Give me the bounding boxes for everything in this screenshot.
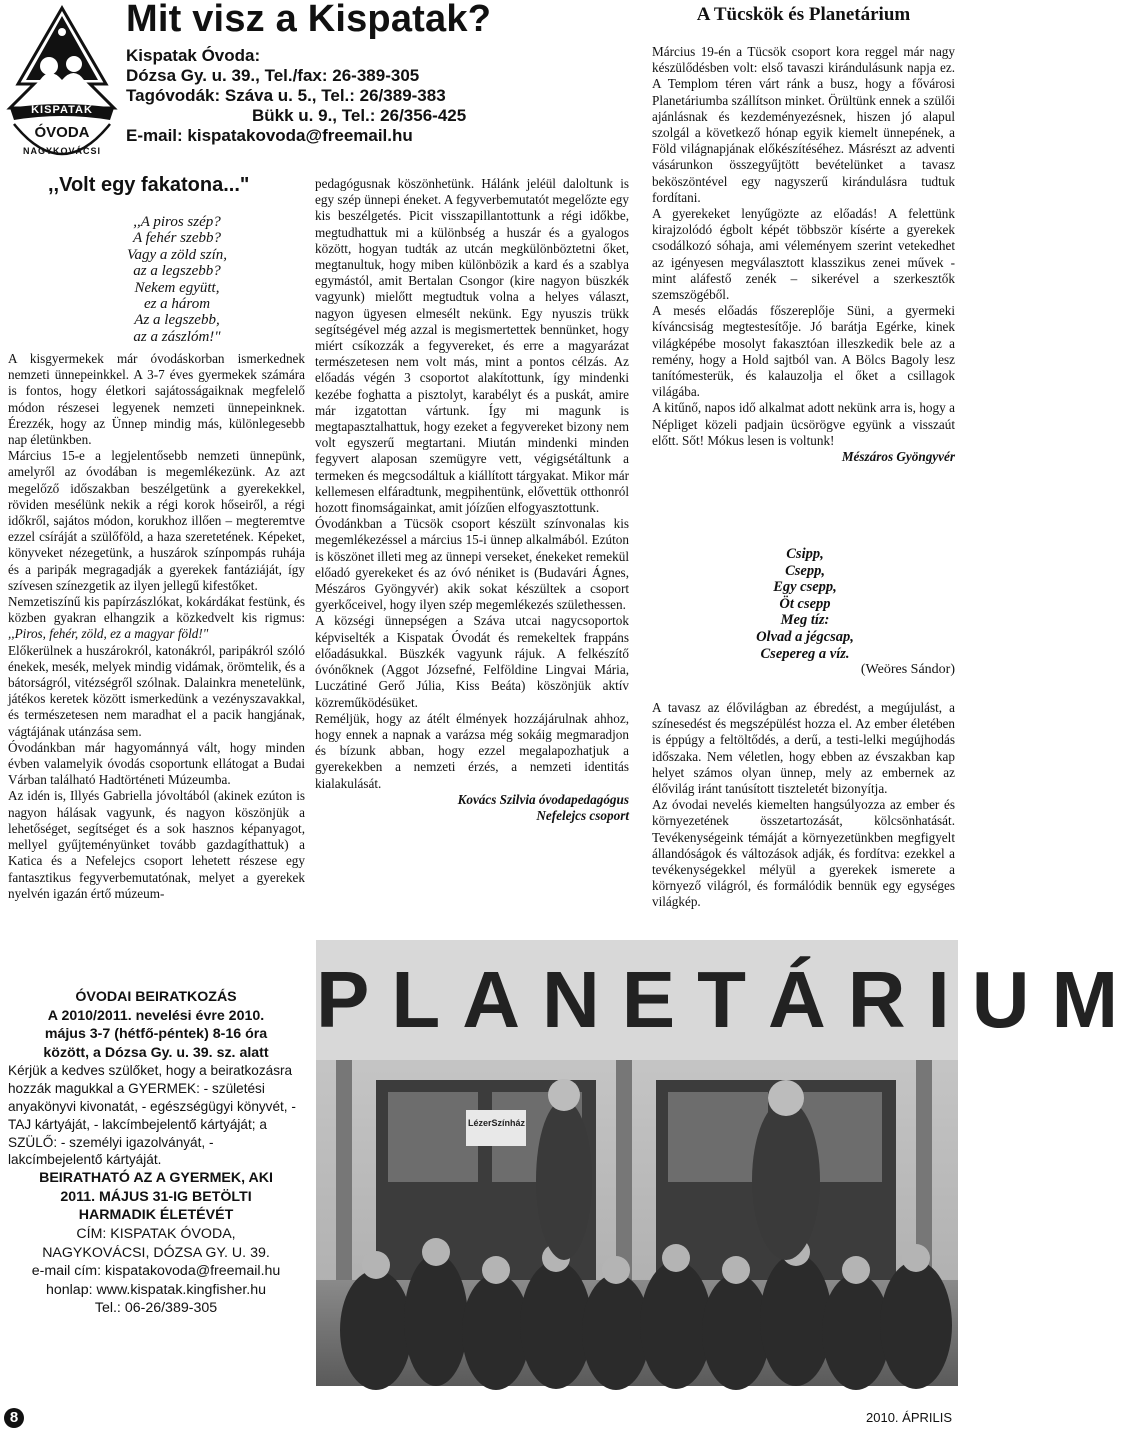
masthead-address (126, 46, 466, 146)
paragraph: Az óvodai nevelés kiemelten hangsúlyozza az ember és környezetének összetartozását, kölcsönhatását. Tevékenységeink témáját a környezetünkben megfigyelt állandóságok és változások adják, és fordítva: ezekkel a tevékenységekkel mélyül a gyerekek ismerete a környező világról, és formálódik bennük egy egységes világkép. (652, 797, 955, 910)
kindergarten-logo (4, 4, 120, 174)
article-title: A Tücskök és Planetárium (696, 4, 911, 25)
address-line: Dózsa Gy. u. 39., Tel./fax: 26-389-305 (126, 66, 420, 85)
address-line: Tagóvodák: Száva u. 5., Tel.: 26/389-383 (126, 86, 446, 105)
paragraph: A kisgyermekek már óvodáskorban ismerkednek nemzeti ünnepeinkkel. A 3-7 éves gyermekek számára is fontos, hogy életkori sajátosságaiknak megfelelő módon részesei legyenek nemzeti ünnepeinknek. Érezzék, hogy az Ünnep mindig más, különlegesebb nap életünkben. (8, 351, 305, 448)
article-column-3-continued (652, 700, 955, 911)
paragraph: Március 19-én a Tücsök csoport kora reggel már nagy készülődésben volt: első tavaszi kirándulásunk napja ez. A Templom téren várt ránk a busz, hogy a fővárosi Planetáriumba szállítson minket. Örültünk ennek a szülői ajánlásnak és kezdeményezésnek, hiszen jó alapul szolgál a következő hónap egyik kiemelt ünnepének, a Föld világnapjának előkészítéséhez. Másrészt az adventi vásárunkon összegyűjtött bevételünket a tavasz beköszöntével egy nagyszerű kirándulásra tudtuk fordítani. (652, 44, 955, 205)
poem-author: (Weöres Sándor) (860, 662, 955, 677)
poem-line: ez a három (143, 296, 211, 313)
poem-line: Olvad a jégcsap, (756, 628, 854, 645)
contact-line: e-mail cím: kispatakovoda@freemail.hu (31, 1263, 281, 1280)
paragraph: Előkerülnek a huszárokról, katonákról, paripákról szóló énekek, mesék, melyek mindig vidámak, örömtelik, és a bátorságról, vitézségről szólnak. Dalainkra menetelünk, játékos keretek között ismerkedünk a vezényszavakkal, és természetesen nem maradhat el a pacik hangjának, vágtájának utánzása sem. (8, 642, 306, 739)
poem-line: Csipp, (786, 546, 824, 562)
contact-line: NAGYKOVÁCSI, DÓZSA GY. U. 39. (42, 1244, 270, 1261)
page-number: 8 (4, 1408, 24, 1428)
group-photo-planetarium (316, 940, 1140, 1386)
article-column-3 (652, 44, 955, 465)
rhyme-quote: ,,Piros, fehér, zöld, ez a magyar föld!" (8, 626, 209, 642)
paragraph: Óvodánkban már hagyománnyá vált, hogy minden évben valamelyik óvodás csoportunk ellátogat a Budai Várban található Hadtörténeti Múzeumba. (8, 739, 305, 788)
enrolment-eligibility: 2011. MÁJUS 31-IG BETÖLTI (60, 1188, 252, 1205)
paragraph-text: Nemzetiszínű kis papírzászlókat, kokárdákat festünk, és közben gyakran elhangzik a közkedvelt kis rigmus: (8, 594, 305, 626)
poem-line: az a legszebb? (133, 263, 221, 280)
poem-line: Egy csepp, (773, 579, 837, 596)
paragraph: A gyerekeket lenyűgözte az előadás! A felettünk kirajzolódó égbolt képét többször kísérte a gyerekek csodálkozó sóhaja, ami véleményem szerint vetekedhet az igényesen megválasztott klasszikus zenei művek - mint aláfestő zenék – sikerével a szerkesztők szemszögéből. (652, 206, 955, 303)
building-sign: PLANETÁRIUM (316, 955, 1140, 1044)
paragraph: Reméljük, hogy az átélt élmények hozzájárulnak ahhoz, hogy ennek a napnak a varázsa még sokáig megmaradjon és bízunk abban, hogy ezzel megalapozhatjuk a gyerekekben a nemzeti érzés, a nemzeti identitás kialakulását. (315, 710, 629, 791)
enrolment-heading: A 2010/2011. nevelési évre 2010. (47, 1007, 265, 1024)
enrolment-heading: ÓVODAI BEIRATKOZÁS (75, 989, 237, 1005)
poem-line: ,,A piros szép? (133, 214, 221, 230)
contact-line: honlap: www.kispatak.kingfisher.hu (45, 1281, 267, 1298)
paragraph: A mesés előadás főszereplője Süni, a gyermeki kíváncsiság megtestesítője. Jó barátja Egérke, kinek világképébe mosolyt fakasztóan illeszkedik bele az a remény, hogy a Hold sajtból van. A Bölcs Bagoly lesz tanítómesterük, és kalauzolja el őket a csillagok világába. (652, 303, 955, 400)
contact-line: Tel.: 06-26/389-305 (94, 1300, 218, 1317)
paragraph: Óvodánkban a Tücsök csoport készült színvonalas kis megemlékezéssel a március 15-i ünnep alkalmából. Ezúton is köszönet illeti meg az ünnepi verseket, énekeket remekül előadó gyerekeket és az óvó néniket is (Budavári Ágnes, Mészáros Gyöngyvér) akik sokat készültek a csoport gyerkőceivel, hogy ilyen szép megemlékezés születhessen. (315, 516, 629, 613)
article-column-2 (315, 176, 629, 824)
poem-line: Meg tíz: (780, 612, 830, 629)
poem-line: Az a legszebb, (134, 312, 220, 329)
paragraph: Március 15-e a legjelentősebb nemzeti ünnepünk, amelyről az óvodában is megemlékezünk. Az azt megelőző időszakban beszélgetünk a gyerekekkel, röviden mesélünk nekik a régi korok hőseiről, a régi időkről, sajátos módon, korukhoz illően – megteremtve ezzel csíráját a szülőföld, a haza szeretetének. Képeket, könyveket nézegetünk, a huszárok színpompás ruhája és a paripák megragadják a gyerekek fantáziáját, így szívesen színezgetik az ilyen jellegű kifestőket. (8, 448, 305, 593)
poem-line: Öt csepp (779, 595, 831, 612)
paragraph: A tavasz az élővilágban az ébredést, a megújulást, a színesedést és megszépülést hozza el. Az ember életében is éppúgy a feltöltődés, a derű, a testi-lelki megújhodás időszaka. Nem véletlen, hogy ebben az évszakban kap helyet számos olyan ünnep, mely az embernek az élővilág iránt tanúsított tiszteletét bizonyítja. (652, 700, 955, 797)
issue-date: 2010. ÁPRILIS (866, 1410, 952, 1425)
poster-text: LézerSzínház (468, 1118, 526, 1128)
address-line: Bükk u. 9., Tel.: 26/356-425 (252, 106, 467, 125)
article-column-1 (8, 351, 305, 902)
poem-line: Csepereg a víz. (760, 645, 850, 662)
paragraph: pedagógusnak köszönhetünk. Hálánk jeléül daloltunk is egy szép ünnepi éneket. A fegyverbemutatót megelőzte egy kis beszélgetés. Picit visszapillantottunk a régi időkbe, megtudhattuk mi a különbség a huszár és a gyalogos között, hogyan tudták az utcán megkülönböztetni őket, megtanultuk, hogy miben különbözik a kard és a szablya egymástól, amit Bertalan Csongor (kire nagyon büszkék vagyunk) mielőtt megtudtuk volna a helyes választ, nagyon ügyesen elmesélt nekünk. Egy nyuszis trükk segítségével még azzal is megismertettek bennünket, hogy miért csíkozzák a fegyvereket, és erre a magyarázat természetesen nem volt más, mint a pontos célzás. Az előadás végén 3 csoportot alakítottunk, így mindenki kezébe foghatta a pisztolyt, karabélyt és a puskát, amire már izgatottan vártunk. Így mi magunk is megtapasztalhattuk, hogy ezeket a fegyvereket bizony nem volt egyszerű megtartani. Miután mindenki minden fegyvert alaposan szemügyre vett, végigsétáltunk a termeken és megcsodáltuk a kiállított tárgyakat. Mikor már kellemesen elfáradtunk, megpihentünk, elővettük otthonról hozott finomságainkat, amit jóízűen elfogyasztottunk. (315, 176, 629, 516)
paragraph: Az idén is, Illyés Gabriella jóvoltából (akinek ezúton is nagyon hálásak vagyunk, és nagyon köszönjük a lehetőséget, segítséget és a sok hasznos képanyagot, mellyel gyűjteményünket tovább gazdagíthattuk) a Katica és a Nefelejcs csoport lehetett részese egy fantasztikus fegyverbemutatónak, melyet a gyerekek nyelvén igazán értő múzeum- (8, 788, 305, 901)
enrolment-eligibility: HARMADIK ÉLETÉVÉT (78, 1207, 234, 1224)
enrolment-notice (8, 988, 304, 1318)
signature-group: Nefelejcs csoport (536, 807, 629, 823)
poem (690, 546, 920, 662)
poem-line: Vagy a zöld szín, (126, 246, 227, 263)
contact-line: CÍM: KISPATAK ÓVODA, (76, 1225, 236, 1242)
poem-line: A fehér szebb? (132, 230, 222, 247)
poem (52, 214, 302, 345)
logo-mid-text: ÓVODA (34, 124, 90, 141)
article-title: ,,Volt egy fakatona..." (48, 174, 250, 196)
poem-line: az a zászlóm!" (133, 328, 221, 345)
poem-line: Csepp, (785, 562, 825, 579)
address-line: Kispatak Óvoda: (126, 46, 261, 65)
masthead-title: Mit visz a Kispatak? (126, 0, 492, 40)
paragraph (8, 594, 305, 643)
address-line: E-mail: kispatakovoda@freemail.hu (126, 126, 413, 145)
signature: Mészáros Gyöngyvér (841, 449, 955, 465)
logo-bottom-text: NAGYKOVÁCSI (22, 146, 101, 156)
poem-line: Nekem együtt, (134, 279, 220, 296)
signature-name: Kovács Szilvia óvodapedagógus (457, 791, 629, 807)
logo-top-text: KISPATAK (31, 104, 93, 116)
enrolment-heading: május 3-7 (hétfő-péntek) 8-16 óra (44, 1026, 268, 1043)
enrolment-eligibility: BEIRATHATÓ AZ A GYERMEK, AKI (39, 1170, 273, 1187)
paragraph: A kitűnő, napos idő alkalmat adott nekünk arra is, hogy a Népliget közeli padjain ücsörögve együnk a visszaút előtt. Sőt! Mókus lesen is voltunk! (652, 400, 955, 448)
paragraph: A községi ünnepségen a Száva utcai nagycsoportok képviselték a Kispatak Óvodát és remekeltek frappáns előadásukkal. Büszkék vagyunk rájuk. A felkészítő óvónőknek (Aggot Józsefné, Felföldine Lingvai Mária, Luczátiné Gerő Júlia, Kiss Beáta) köszönjük aktív közreműködésüket. (315, 613, 629, 710)
enrolment-body: Kérjük a kedves szülőket, hogy a beiratkozásra hozzák magukkal a GYERMEK: - születési anyakönyvi kivonatát, - egészségügyi könyvét, - TAJ kártyáját, - lakcímbejelentő kártyáját; a SZÜLŐ: - személyi igazolványát, - lakcímbejelentő kártyáját. (8, 1063, 296, 1168)
enrolment-heading: között, a Dózsa Gy. u. 39. sz. alatt (43, 1044, 269, 1061)
